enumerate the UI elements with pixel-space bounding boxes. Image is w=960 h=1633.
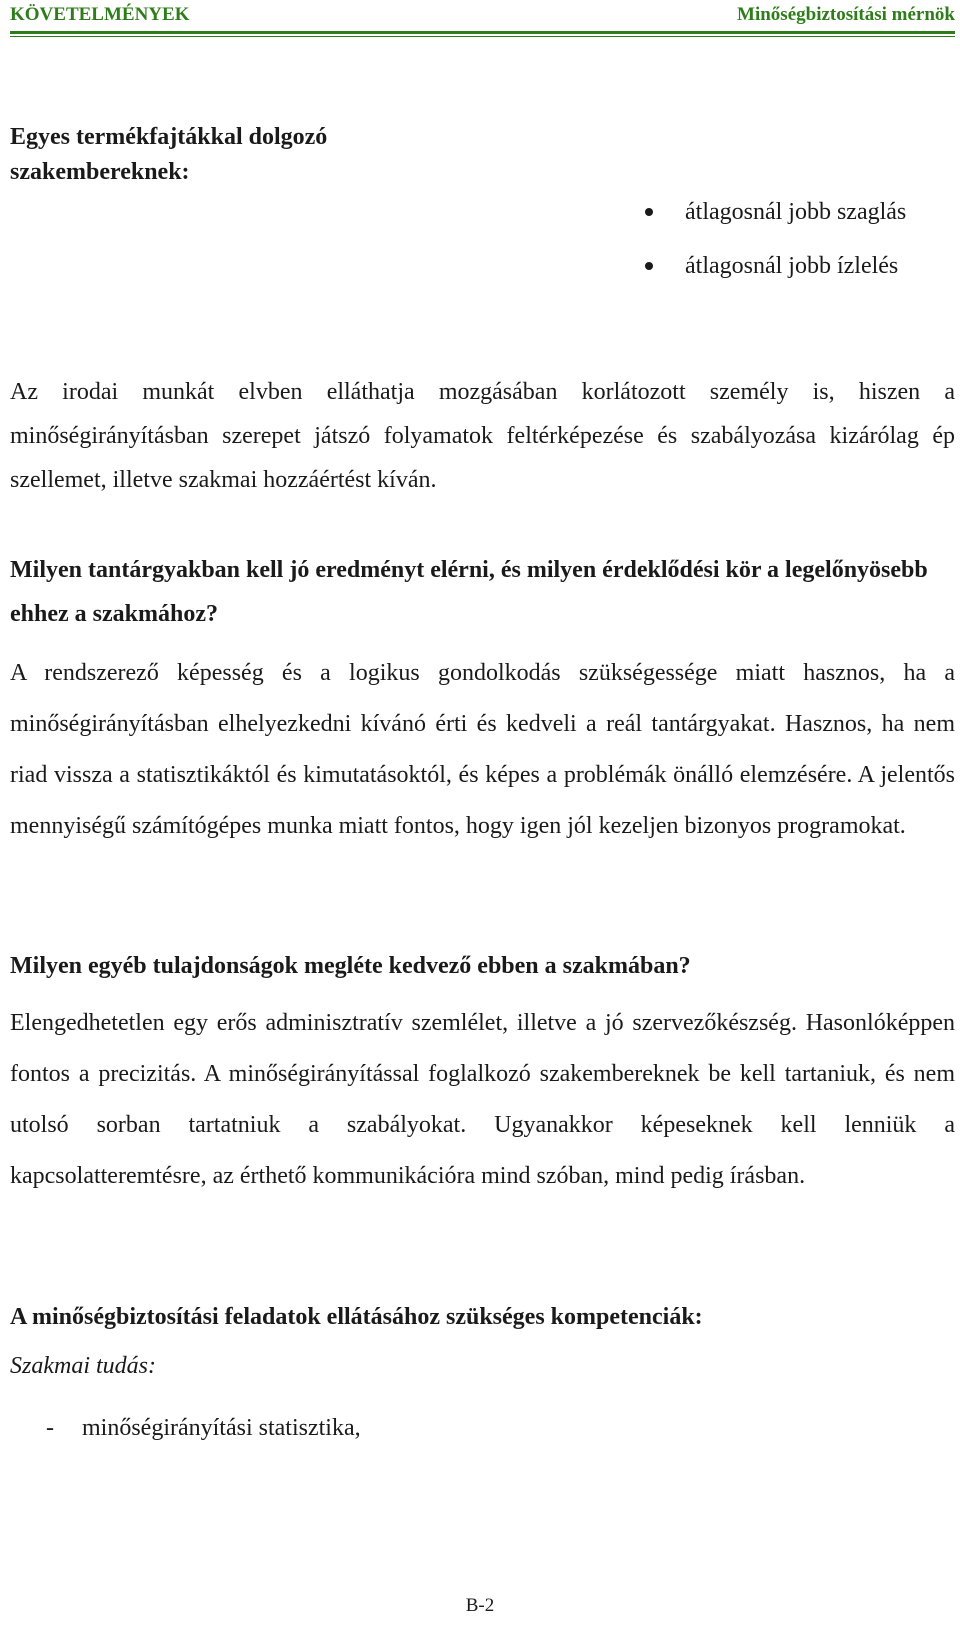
list-item-text: átlagosnál jobb szaglás <box>685 199 907 225</box>
bullet-icon <box>645 262 653 270</box>
section-heading-properties: Milyen egyéb tulajdonságok megléte kedvező ebben a szakmában? <box>10 953 691 979</box>
header-rule <box>10 31 955 34</box>
paragraph-properties: Elengedhetetlen egy erős adminisztratív szemlélet, illetve a jó szervezőkészség. Hasonlóképpen fontos a precizitás. A minőségirányítással foglalkozó szakembereknek be kell tartaniuk, és nem utolsó sorban tartatniuk a szabályokat. Ugyanakkor képeseknek kell lenniük a kapcsolatteremtésre, az érthető kommunikációra mind szóban, mind pedig írásban. <box>10 1010 955 1189</box>
page-number: B-2 <box>465 1595 495 1616</box>
section-heading-subjects: Milyen tantárgyakban kell jó eredményt elérni, és milyen érdeklődési kör a legelőnyösebb ehhez a szakmához? <box>10 557 928 627</box>
header-rule-thin <box>10 36 955 37</box>
header-job-title: Minőségbiztosítási mérnök <box>737 4 955 25</box>
list-item-text: minőségirányítási statisztika, <box>82 1415 361 1441</box>
dash-icon: - <box>46 1415 54 1441</box>
page-header <box>10 0 955 36</box>
section-heading-competencies: A minőségbiztosítási feladatok ellátásához szükséges kompetenciák: <box>10 1304 703 1330</box>
paragraph-subjects: A rendszerező képesség és a logikus gondolkodás szükségessége miatt hasznos, ha a minőségirányításban elhelyezkedni kívánó érti és kedveli a reál tantárgyakat. Hasznos, ha nem riad vissza a statisztikáktól és kimutatásoktól, és képes a problémák önálló elemzésére. A jelentős mennyiségű számítógépes munka miatt fontos, hogy igen jól kezeljen bizonyos programokat. <box>10 660 955 839</box>
subheading-professional-knowledge: Szakmai tudás: <box>10 1353 156 1379</box>
list-item <box>46 1412 361 1444</box>
bullet-list <box>645 196 945 282</box>
list-item-text: átlagosnál jobb ízlelés <box>685 253 899 279</box>
list-item <box>645 196 945 228</box>
bullet-icon <box>645 208 653 216</box>
header-section-title: KÖVETELMÉNYEK <box>10 4 190 25</box>
section-heading-product-specialists: Egyes termékfajtákkal dolgozó szakembereknek: <box>10 124 328 185</box>
list-item <box>645 250 945 282</box>
paragraph-office-work: Az irodai munkát elvben elláthatja mozgásában korlátozott személy is, hiszen a minőségirányításban szerepet játszó folyamatok feltérképezése és szabályozása kizárólag ép szellemet, illetve szakmai hozzáértést kíván. <box>10 379 955 493</box>
